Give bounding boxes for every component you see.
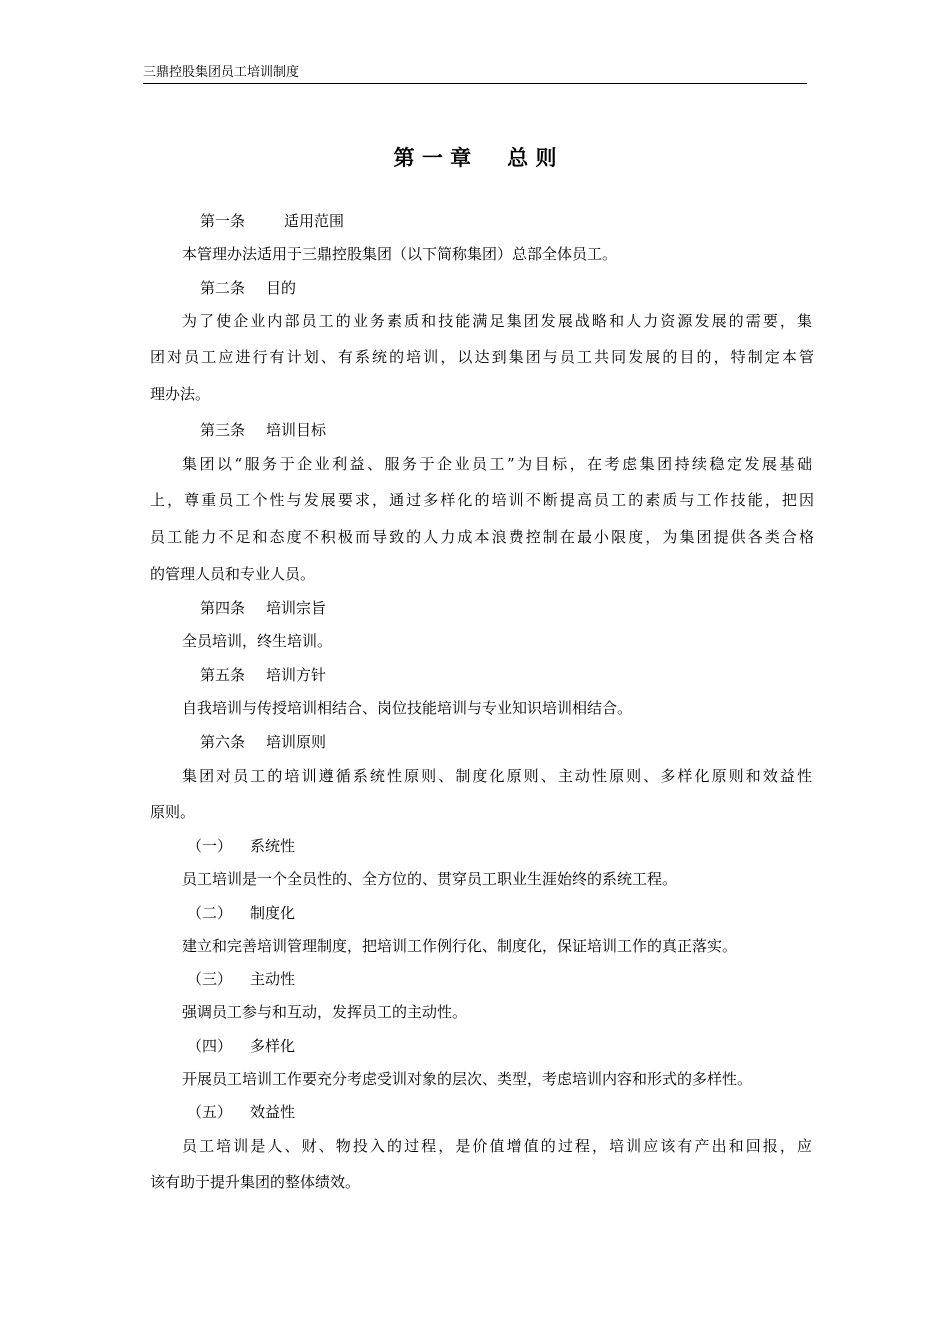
principle-text: 员工培训是人、财、物投入的过程，是价值增值的过程，培训应该有产出和回报，应 xyxy=(182,1137,812,1155)
principle-text: 员工培训是一个全员性的、全方位的、贯穿员工职业生涯始终的系统工程。 xyxy=(182,870,678,888)
article-text: 本管理办法适用于三鼎控股集团（以下简称集团）总部全体员工。 xyxy=(182,245,618,263)
principle-text: 开展员工培训工作要充分考虑受训对象的层次、类型，考虑培训内容和形式的多样性。 xyxy=(182,1070,753,1088)
article-heading: 第六条 培训原则 xyxy=(200,733,327,751)
article-heading: 第二条 目的 xyxy=(200,279,297,297)
article-text: 的管理人员和专业人员。 xyxy=(150,565,316,583)
article-heading: 第三条 培训目标 xyxy=(200,421,327,439)
article-heading: 第一条 适用范围 xyxy=(200,212,345,230)
principle-heading: （四） 多样化 xyxy=(187,1037,296,1055)
principle-heading: （二） 制度化 xyxy=(187,904,296,922)
article-text: 集团对员工的培训遵循系统性原则、制度化原则、主动性原则、多样化原则和效益性 xyxy=(182,767,812,785)
principle-text: 强调员工参与和互动，发挥员工的主动性。 xyxy=(182,1003,468,1021)
article-text: 自我培训与传授培训相结合、岗位技能培训与专业知识培训相结合。 xyxy=(182,699,633,717)
article-text: 团对员工应进行有计划、有系统的培训，以达到集团与员工共同发展的目的，特制定本管 xyxy=(150,348,814,366)
article-text: 集团以“服务于企业利益、服务于企业员工”为目标，在考虑集团持续稳定发展基础 xyxy=(182,455,812,473)
chapter-name: 总 则 xyxy=(507,146,557,170)
principle-heading: （五） 效益性 xyxy=(187,1103,296,1121)
chapter-title xyxy=(0,144,950,172)
article-text: 员工能力不足和态度不积极而导致的人力成本浪费控制在最小限度，为集团提供各类合格 xyxy=(150,528,814,546)
article-heading: 第五条 培训方针 xyxy=(200,666,327,684)
principle-text: 建立和完善培训管理制度，把培训工作例行化、制度化，保证培训工作的真正落实。 xyxy=(182,937,738,955)
article-text: 原则。 xyxy=(150,803,196,821)
principle-heading: （三） 主动性 xyxy=(187,970,296,988)
article-text: 理办法。 xyxy=(150,385,211,403)
page-header: 三鼎控股集团员工培训制度 xyxy=(143,64,807,84)
principle-heading: （一） 系统性 xyxy=(187,837,296,855)
principle-text: 该有助于提升集团的整体绩效。 xyxy=(150,1173,361,1191)
chapter-number: 第 一 章 xyxy=(393,146,472,170)
article-text: 为了使企业内部员工的业务素质和技能满足集团发展战略和人力资源发展的需要，集 xyxy=(182,312,812,330)
article-heading: 第四条 培训宗旨 xyxy=(200,599,327,617)
article-text: 上，尊重员工个性与发展要求，通过多样化的培训不断提高员工的素质与工作技能，把因 xyxy=(150,491,814,509)
article-text: 全员培训，终生培训。 xyxy=(182,632,333,650)
